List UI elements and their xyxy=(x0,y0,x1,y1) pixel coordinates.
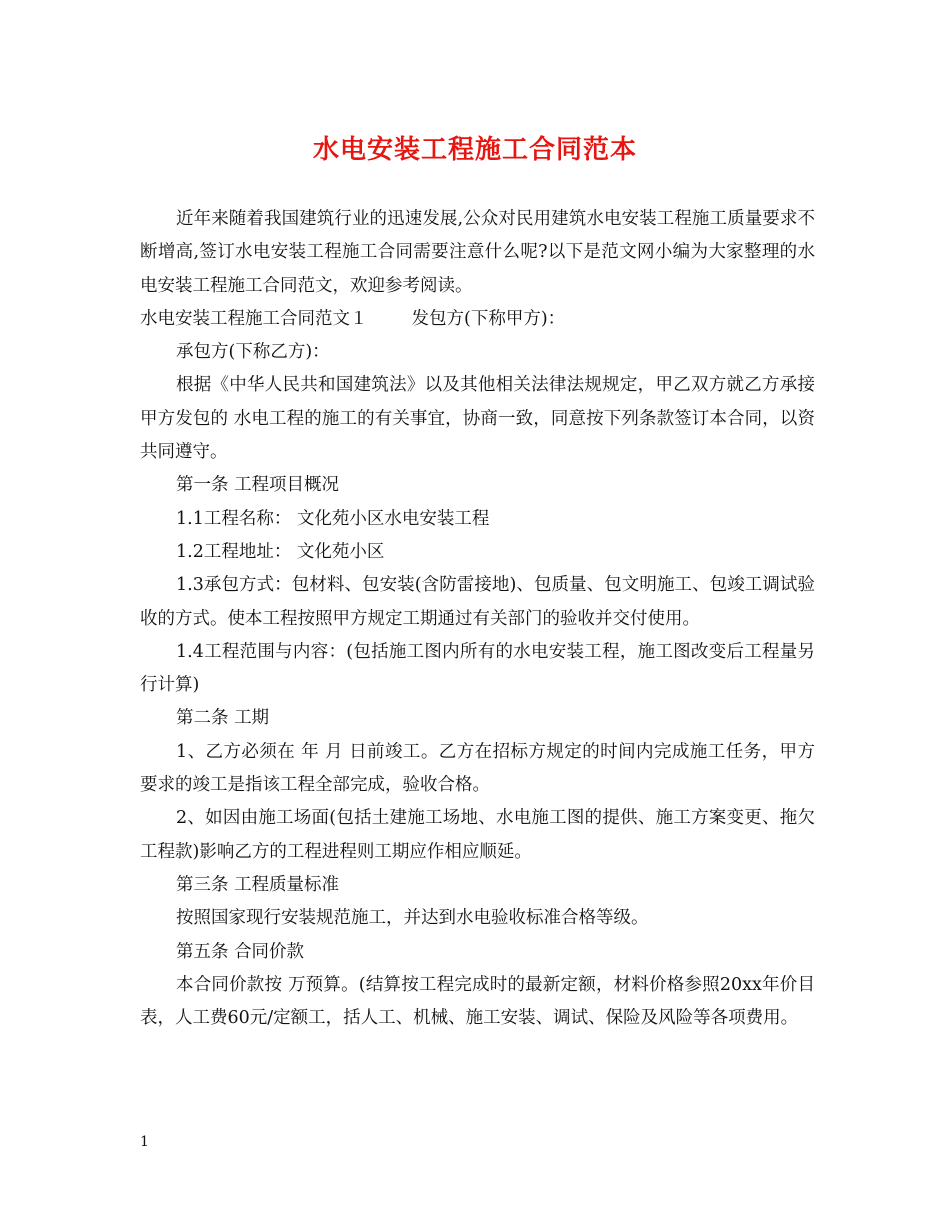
document-title: 水电安装工程施工合同范本 xyxy=(312,135,637,165)
legal-basis-paragraph: 根据《中华人民共和国建筑法》以及其他相关法律法规规定，甲乙双方就乙方承接甲方发包的 水电工程的施工的有关事宜，协商一致，同意按下列条款签订本合同，以资共同遵守。 xyxy=(140,375,815,463)
schedule-extension-paragraph: 2、如因由施工场面(包括土建施工场地、水电施工图的提供、施工方案变更、拖欠工程款)影响乙方的工程进程则工期应作相应顺延。 xyxy=(140,808,815,862)
quality-standard-paragraph: 按照国家现行安装规范施工，并达到水电验收标准合格等级。 xyxy=(176,908,649,929)
page-number: 1 xyxy=(140,1134,149,1150)
article-2-heading: 第二条 工期 xyxy=(176,708,270,729)
completion-deadline-paragraph: 1、乙方必须在 年 月 日前竣工。乙方在招标方规定的时间内完成施工任务，甲方要求的竣工是指该工程全部完成，验收合格。 xyxy=(140,741,815,796)
contract-method-paragraph: 1.3承包方式：包材料、包安装(含防雷接地)、包质量、包文明施工、包竣工调试验收的方式。使本工程按照甲方规定工期通过有关部门的验收并交付使用。 xyxy=(140,575,815,629)
contract-sample-label: 水电安装工程施工合同范文１ xyxy=(140,308,368,329)
party-b-line: 承包方(下称乙方)： xyxy=(176,342,330,363)
document-body xyxy=(140,203,815,1035)
project-scope-paragraph: 1.4工程范围与内容：(包括施工图内所有的水电安装工程，施工图改变后工程量另行计算) xyxy=(140,641,815,696)
contract-sample-heading xyxy=(140,303,815,336)
party-a-line: 发包方(下称甲方)： xyxy=(411,308,566,329)
intro-paragraph: 近年来随着我国建筑行业的迅速发展,公众对民用建筑水电安装工程施工质量要求不断增高,签订水电安装工程施工合同需要注意什么呢?以下是范文网小编为大家整理的水电安装工程施工合同范文，欢迎参考阅读。 xyxy=(140,209,815,296)
article-5-heading: 第五条 合同价款 xyxy=(176,941,305,962)
project-name-line: 1.1工程名称： 文化苑小区水电安装工程 xyxy=(176,508,490,529)
article-3-heading: 第三条 工程质量标准 xyxy=(176,874,340,895)
article-1-heading: 第一条 工程项目概况 xyxy=(176,475,340,496)
contract-price-paragraph: 本合同价款按 万预算。(结算按工程完成时的最新定额，材料价格参照20xx年价目表，人工费60元/定额工，括人工、机械、施工安装、调试、保险及风险等各项费用。 xyxy=(140,974,815,1029)
project-address-line: 1.2工程地址： 文化苑小区 xyxy=(176,541,385,562)
